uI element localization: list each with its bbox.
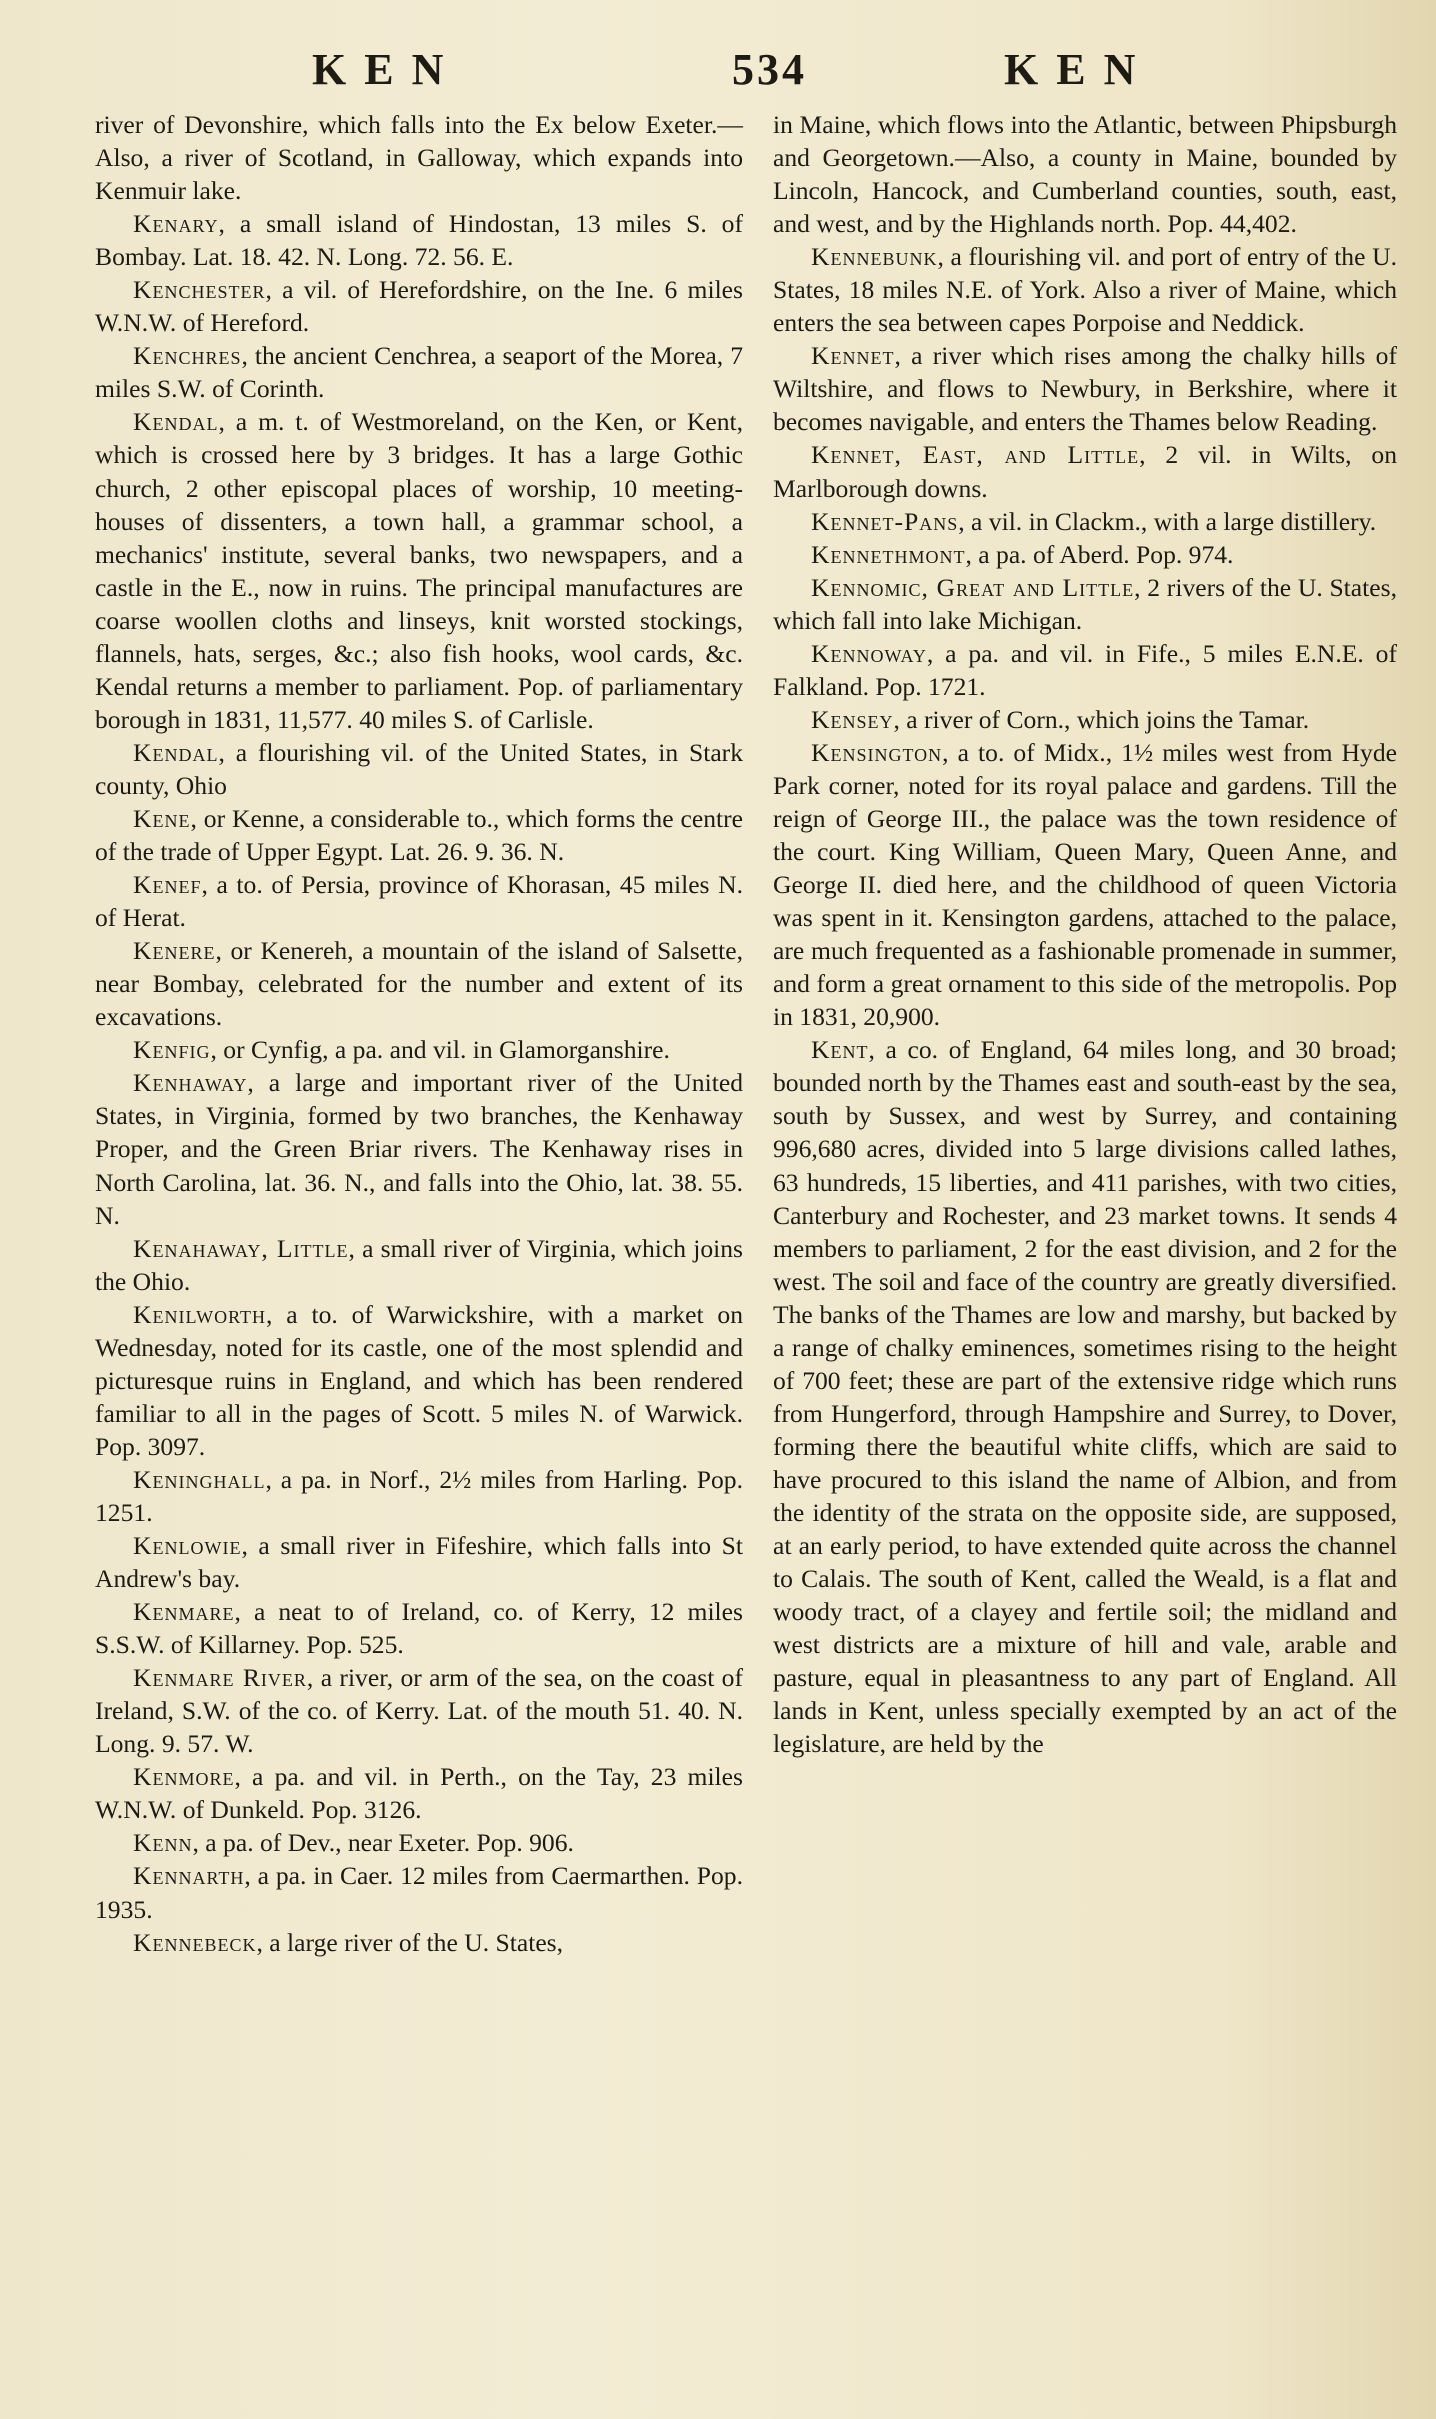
entry-text: , a to. of Midx., 1½ miles west from Hyde Park corner, noted for its royal palace and gardens. Till the reign of George III., the palace was the town residence of the court. King William, Queen Mary, Queen Anne, and George II. died here, and the childhood of queen Victoria was spent in it. Kensington gardens, attached to the palace, are much frequented as a fashionable promenade in summer, and form a great ornament to this side of the metropolis. Pop in 1831, 20,900. (773, 737, 1397, 1032)
page-number: 534 (732, 45, 807, 94)
entry-headword: Kensington (811, 737, 943, 767)
gazetteer-entry (773, 505, 1397, 538)
gazetteer-entry (773, 1033, 1397, 1760)
entry-text: , a pa. and vil. in Fife., 5 miles E.N.E. of Falkland. Pop. 1721. (773, 638, 1397, 701)
entry-text: , a large and important river of the United States, in Virginia, formed by two branches, the Kenhaway Proper, and the Green Briar rivers. The Kenhaway rises in North Carolina, lat. 36. N., and falls into the Ohio, lat. 38. 55. N. (95, 1068, 743, 1230)
entry-headword: Kennet, East, and Little (811, 440, 1140, 470)
entry-text: , a river of Corn., which joins the Tamar. (893, 704, 1310, 734)
gazetteer-entry (773, 240, 1397, 339)
entry-text: , a large river of the U. States, (256, 1927, 564, 1957)
entry-text: , a m. t. of Westmoreland, on the Ken, or Kent, which is crossed here by 3 bridges. It has a large Gothic church, 2 other episcopal places of worship, 10 meeting-houses of dissenters, a town hall, a grammar school, a mechanics' institute, several banks, two newspapers, and a castle in the E., now in ruins. The principal manufactures are coarse woollen cloths and linseys, knit worsted stockings, flannels, hats, serges, &c.; also fish hooks, wool cards, &c. Kendal returns a member to parliament. Pop. of parliamentary borough in 1831, 11,577. 40 miles S. of Carlisle. (95, 407, 743, 734)
entry-text: , a to. of Warwickshire, with a market on Wednesday, noted for its castle, one of the most splendid and picturesque ruins in England, and which has been rendered familiar to all in the pages of Scott. 5 miles N. of Warwick. Pop. 3097. (95, 1299, 743, 1461)
entry-headword: Keninghall (133, 1464, 266, 1494)
entry-text: , a neat to of Ireland, co. of Kerry, 12 miles S.S.W. of Killarney. Pop. 525. (95, 1597, 743, 1660)
entry-text: , 2 vil. in Wilts, on Marlborough downs. (773, 440, 1397, 503)
entry-text: , a small river in Fifeshire, which falls into St Andrew's bay. (95, 1531, 743, 1594)
gazetteer-entry (773, 736, 1397, 1033)
entry-headword: Kennebunk (811, 242, 938, 272)
entry-text: , a river, or arm of the sea, on the coast of Ireland, S.W. of the co. of Kerry. Lat. of the mouth 51. 40. N. Long. 9. 57. W. (95, 1663, 743, 1759)
gazetteer-entry (95, 934, 743, 1033)
entry-headword: Kennomic, Great and Little (811, 572, 1135, 602)
entry-headword: Kent (811, 1035, 869, 1065)
gazetteer-entry (95, 1298, 743, 1463)
gazetteer-entry (95, 1760, 743, 1826)
entry-text: river of Devonshire, which falls into the Ex below Exeter.—Also, a river of Scotland, in Galloway, which expands into Kenmuir lake. (95, 110, 743, 206)
running-header (0, 44, 1436, 104)
entry-text: , a pa. in Caer. 12 miles from Caermarthen. Pop. 1935. (95, 1861, 743, 1924)
entry-text: , a pa. of Dev., near Exeter. Pop. 906. (192, 1828, 574, 1858)
gazetteer-entry (95, 405, 743, 735)
entry-text: , the ancient Cenchrea, a seaport of the Morea, 7 miles S.W. of Corinth. (95, 341, 743, 404)
entry-text: , a vil. in Clackm., with a large distillery. (958, 506, 1377, 536)
entry-text: , a vil. of Herefordshire, on the Ine. 6 miles W.N.W. of Hereford. (95, 275, 743, 338)
gazetteer-entry (95, 1033, 743, 1066)
gazetteer-entry (95, 868, 743, 934)
gazetteer-entry (95, 1859, 743, 1925)
entry-headword: Kennet-Pans (811, 506, 959, 536)
gazetteer-entry (773, 108, 1397, 240)
right-column (773, 108, 1397, 1760)
gazetteer-entry (773, 571, 1397, 637)
entry-headword: Kenahaway, Little (133, 1233, 349, 1263)
entry-headword: Kenary (133, 209, 219, 239)
entry-headword: Kenchres (133, 341, 242, 371)
entry-headword: Kennoway (811, 638, 927, 668)
gazetteer-entry (773, 538, 1397, 571)
entry-text: , a pa. of Aberd. Pop. 974. (965, 539, 1234, 569)
header-left-word: KEN (312, 45, 462, 94)
entry-text: , a pa. and vil. in Perth., on the Tay, 23 miles W.N.W. of Dunkeld. Pop. 3126. (95, 1762, 743, 1825)
entry-headword: Kenmore (133, 1762, 235, 1792)
entry-headword: Kenn (133, 1828, 193, 1858)
entry-headword: Kenlowie (133, 1531, 242, 1561)
entry-text: , a to. of Persia, province of Khorasan, 45 miles N. of Herat. (95, 870, 743, 933)
gazetteer-entry (95, 273, 743, 339)
entry-text: , a co. of England, 64 miles long, and 30 broad; bounded north by the Thames east and south-east by the sea, south by Sussex, and west by Surrey, and containing 996,680 acres, divided into 5 large divisions called lathes, 63 hundreds, 15 liberties, and 411 parishes, with two cities, Canterbury and Rochester, and 23 market towns. It sends 4 members to parliament, 2 for the east division, and 2 for the west. The soil and face of the country are greatly diversified. The banks of the Thames are low and marshy, but backed by a range of chalky eminences, sometimes rising to the height of 700 feet; these are part of the extensive ridge which runs from Hungerford, through Hampshire and Surrey, to Dover, forming there the beautiful white cliffs, which are said to have procured to this island the name of Albion, and from the identity of the strata on the opposite side, are supposed, at an early period, to have extended quite across the channel to Calais. The south of Kent, called the Weald, is a flat and woody tract, of a clayey and fertile soil; the midland and west districts are a mixture of hill and vale, arable and pasture, equal in pleasantness to any part of England. All lands in Kent, unless specially exempted by an act of the legislature, are held by the (773, 1035, 1397, 1759)
entry-text: , a river which rises among the chalky hills of Wiltshire, and flows to Newbury, in Berkshire, where it becomes navigable, and enters the Thames below Reading. (773, 341, 1397, 437)
entry-headword: Kennet (811, 341, 895, 371)
gazetteer-entry (95, 207, 743, 273)
gazetteer-entry (95, 1826, 743, 1859)
entry-text: , or Cynfig, a pa. and vil. in Glamorganshire. (210, 1035, 670, 1065)
entry-headword: Kennarth (133, 1861, 245, 1891)
gazetteer-entry (95, 1595, 743, 1661)
gazetteer-entry (773, 637, 1397, 703)
gazetteer-entry (95, 1463, 743, 1529)
entry-headword: Kenef (133, 870, 202, 900)
gazetteer-entry (95, 1661, 743, 1760)
gazetteer-entry (95, 736, 743, 802)
left-column (95, 108, 743, 1959)
entry-text: , a small island of Hindostan, 13 miles S. of Bombay. Lat. 18. 42. N. Long. 72. 56. E. (95, 209, 743, 272)
gazetteer-entry (95, 1066, 743, 1231)
gazetteer-entry (95, 1926, 743, 1959)
entry-headword: Kenmare River (133, 1663, 307, 1693)
entry-text: , a pa. in Norf., 2½ miles from Harling. Pop. 1251. (95, 1464, 743, 1527)
entry-text: , or Kenne, a considerable to., which forms the centre of the trade of Upper Egypt. Lat. 26. 9. 36. N. (95, 803, 743, 867)
gazetteer-entry (95, 802, 743, 868)
header-right-word: KEN (1004, 45, 1154, 94)
entry-headword: Kenhaway (133, 1068, 248, 1098)
gazetteer-entry (95, 1529, 743, 1595)
entry-headword: Kennebeck (133, 1927, 257, 1957)
entry-text: , 2 rivers of the U. States, which fall into lake Michigan. (773, 572, 1397, 635)
entry-headword: Kennethmont (811, 539, 966, 569)
entry-headword: Kensey (811, 704, 894, 734)
entry-headword: Kenere (133, 936, 216, 966)
entry-headword: Kendal (133, 407, 219, 437)
gazetteer-entry (773, 339, 1397, 438)
entry-headword: Kendal (133, 737, 219, 767)
entry-text: , a small river of Virginia, which joins the Ohio. (95, 1233, 744, 1296)
entry-text: in Maine, which flows into the Atlantic, between Phipsburgh and Georgetown.—Also, a county in Maine, bounded by Lincoln, Hancock, and Cumberland counties, south, east, and west, and by the Highlands north. Pop. 44,402. (773, 110, 1397, 239)
entry-text: , a flourishing vil. of the United States, in Stark county, Ohio (95, 737, 743, 800)
gazetteer-entry (773, 438, 1397, 504)
entry-headword: Kenfig (133, 1035, 211, 1065)
entry-text: , a flourishing vil. and port of entry of the U. States, 18 miles N.E. of York. Also a river of Maine, which enters the sea between capes Porpoise and Neddick. (773, 242, 1397, 338)
gazetteer-entry (95, 108, 743, 207)
entry-text: , or Kenereh, a mountain of the island of Salsette, near Bombay, celebrated for the number and extent of its excavations. (95, 936, 743, 1032)
entry-headword: Kenchester (133, 275, 266, 305)
entry-headword: Kenmare (133, 1597, 235, 1627)
gazetteer-entry (95, 1232, 743, 1298)
gazetteer-entry (95, 339, 743, 405)
entry-headword: Kenilworth (133, 1299, 267, 1329)
gazetteer-entry (773, 703, 1397, 736)
entry-headword: Kene (133, 803, 191, 833)
